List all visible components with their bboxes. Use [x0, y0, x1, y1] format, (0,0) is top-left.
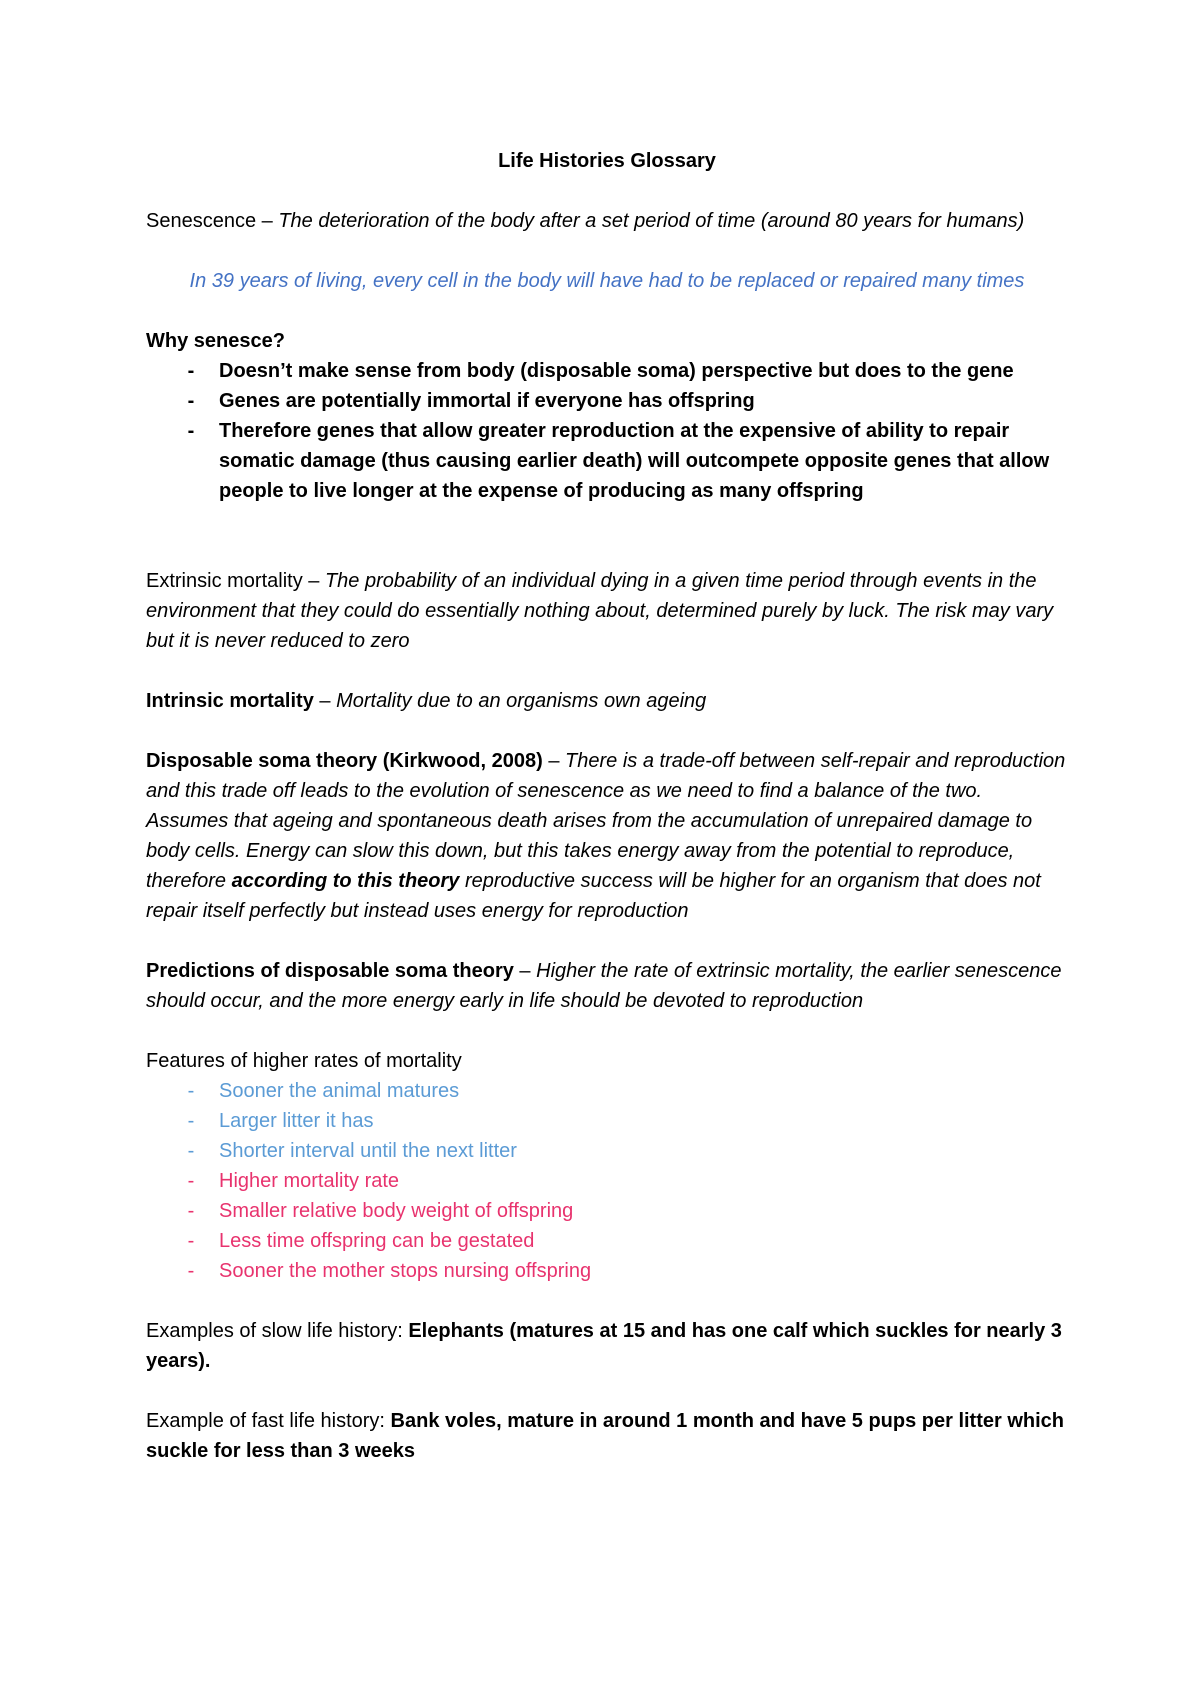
dash-bullet: -: [187, 390, 195, 412]
extrinsic-mortality-definition: The probability of an individual dying in a given time period through events in the environment that they could do essentially nothing about, determined purely by luck. The risk may vary but it is never reduced to zero: [146, 570, 1054, 652]
list-item-text: Shorter interval until the next litter: [219, 1140, 517, 1162]
disposable-soma-term: Disposable soma theory (Kirkwood, 2008): [146, 750, 543, 772]
slow-example-value: Elephants (matures at 15 and has one calf which suckles for nearly 3 years).: [146, 1320, 1062, 1372]
list-item: [146, 416, 1068, 506]
list-item: [146, 1076, 1068, 1106]
extrinsic-mortality-entry: [146, 566, 1068, 656]
intrinsic-mortality-separator: –: [313, 690, 337, 712]
dash-bullet: -: [187, 1260, 195, 1282]
dash-bullet: -: [187, 1080, 195, 1102]
list-item-text: Doesn’t make sense from body (disposable soma) perspective but does to the gene: [219, 360, 1014, 382]
list-item-text: Less time offspring can be gestated: [219, 1230, 535, 1252]
document-body: [146, 146, 1068, 1496]
list-item-text: Genes are potentially immortal if everyone has offspring: [219, 390, 755, 412]
features-list: [146, 1076, 1068, 1286]
predictions-definition: Higher the rate of extrinsic mortality, the earlier senescence should occur, and the more energy early in life should be devoted to reproduction: [146, 960, 1062, 1012]
list-item: [146, 1136, 1068, 1166]
disposable-soma-entry: [146, 746, 1068, 926]
dash-bullet: -: [187, 360, 195, 382]
predictions-separator: –: [513, 960, 537, 982]
dash-bullet: -: [187, 1170, 195, 1192]
features-heading: Features of higher rates of mortality: [146, 1050, 462, 1072]
senescence-definition: The deterioration of the body after a set period of time (around 80 years for humans): [278, 210, 1025, 232]
fast-example-value: Bank voles, mature in around 1 month and have 5 pups per litter which suckle for less than 3 weeks: [146, 1410, 1065, 1462]
list-item-text: Larger litter it has: [219, 1110, 374, 1132]
why-senesce-list: [146, 356, 1068, 506]
intrinsic-mortality-definition: Mortality due to an organisms own ageing: [336, 690, 707, 712]
list-item: [146, 356, 1068, 386]
extrinsic-mortality-separator: –: [302, 570, 325, 592]
dash-bullet: -: [187, 420, 195, 442]
why-senesce-heading: Why senesce?: [146, 330, 285, 352]
disposable-soma-separator: –: [542, 750, 566, 772]
dash-bullet: -: [187, 1230, 195, 1252]
list-item: [146, 1226, 1068, 1256]
intrinsic-mortality-entry: [146, 686, 1068, 716]
slow-example-label: Examples of slow life history:: [146, 1320, 409, 1342]
list-item-text: Smaller relative body weight of offspring: [219, 1200, 574, 1222]
disposable-soma-definition-part2: reproductive success will be higher for an organism that does not repair itself perfectly but instead uses energy for reproduction: [146, 870, 1041, 922]
page-title: Life Histories Glossary: [498, 150, 716, 172]
disposable-soma-definition-emphasis: according to this theory: [231, 870, 460, 892]
senescence-separator: –: [256, 210, 279, 232]
predictions-entry: [146, 956, 1068, 1016]
dash-bullet: -: [187, 1110, 195, 1132]
list-item: [146, 1196, 1068, 1226]
intrinsic-mortality-term: Intrinsic mortality: [146, 690, 314, 712]
disposable-soma-definition-part1: There is a trade-off between self-repair and reproduction and this trade off leads to the evolution of senescence as we need to find a balance of the two. Assumes that ageing and spontaneous death arises from the accumulation of unrepaired damage to body cells. Energy can slow this down, but this takes energy away from the potential to reproduce, therefore: [146, 750, 1066, 892]
list-item: [146, 1106, 1068, 1136]
slow-life-history-example: [146, 1316, 1068, 1376]
blank-line: [146, 536, 1068, 566]
dash-bullet: -: [187, 1200, 195, 1222]
fast-example-label: Example of fast life history:: [146, 1410, 391, 1432]
list-item: [146, 1166, 1068, 1196]
extrinsic-mortality-term: Extrinsic mortality: [146, 570, 303, 592]
list-item: [146, 1256, 1068, 1286]
dash-bullet: -: [187, 1140, 195, 1162]
senescence-term: Senescence: [146, 210, 257, 232]
senescence-note: In 39 years of living, every cell in the body will have had to be replaced or repaired many times: [189, 270, 1025, 292]
list-item-text: Sooner the mother stops nursing offspring: [219, 1260, 592, 1282]
list-item-text: Therefore genes that allow greater reproduction at the expensive of ability to repair somatic damage (thus causing earlier death) will outcompete opposite genes that allow people to live longer at the expense of producing as many offspring: [219, 420, 1050, 502]
list-item-text: Higher mortality rate: [219, 1170, 400, 1192]
senescence-entry: [146, 206, 1068, 236]
fast-life-history-example: [146, 1406, 1068, 1466]
predictions-term: Predictions of disposable soma theory: [146, 960, 514, 982]
list-item: [146, 386, 1068, 416]
list-item-text: Sooner the animal matures: [219, 1080, 460, 1102]
